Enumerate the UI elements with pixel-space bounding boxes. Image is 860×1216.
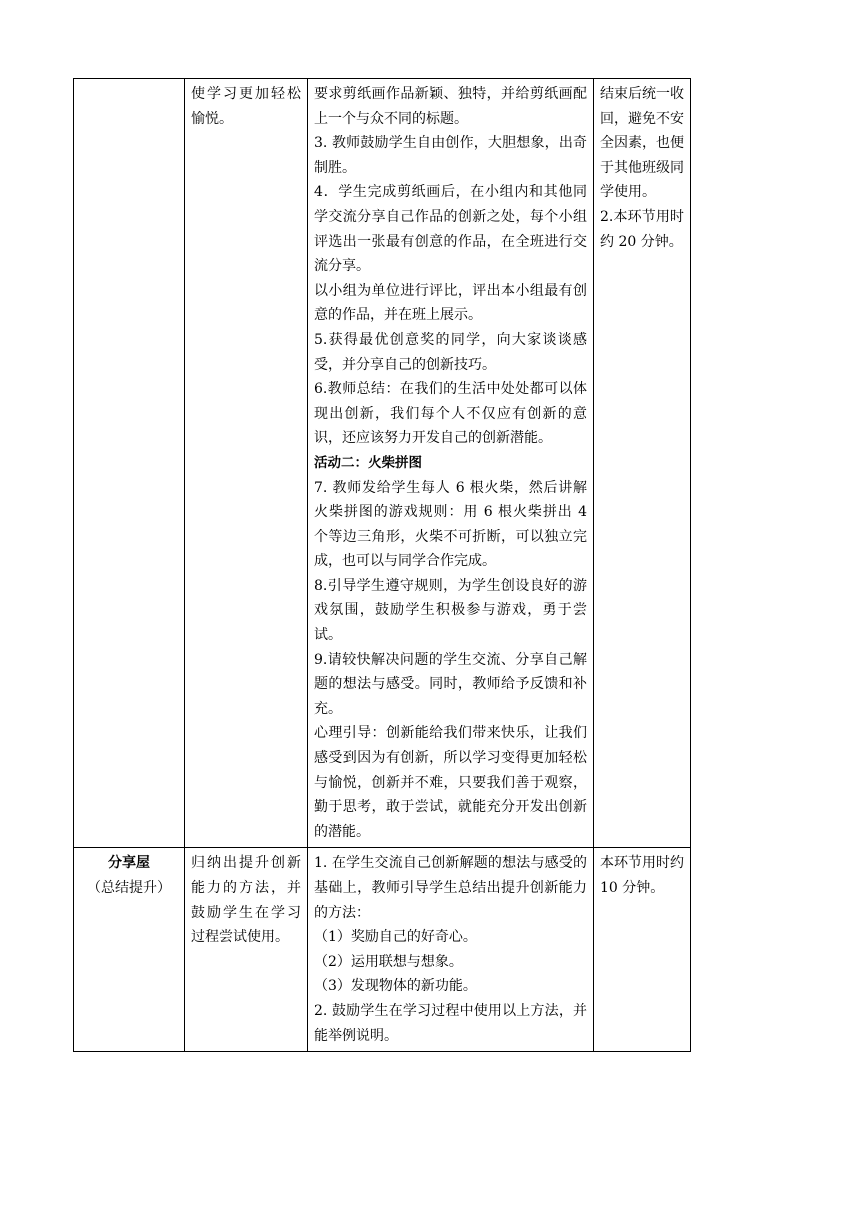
content-paragraph: 9.请较快解决问题的学生交流、分享自己解题的想法与感受。同时，教师给予反馈和补充。	[314, 651, 587, 717]
notes-cell	[594, 848, 691, 1052]
content-paragraph: 8.引导学生遵守规则，为学生创设良好的游戏氛围，鼓励学生积极参与游戏，勇于尝试。	[314, 577, 587, 644]
content-paragraph: 6.教师总结：在我们的生活中处处都可以体现出创新，我们每个人不仅应有创新的意识，还应该努力开发自己的创新潜能。	[314, 381, 587, 447]
content-paragraph: 心理引导：创新能给我们带来快乐，让我们感受到因为有创新，所以学习变得更加轻松与愉悦，创新并不难，只要我们善于观察，勤于思考，敢于尝试，就能充分开发出创新的潜能。	[314, 725, 587, 840]
notes-cell	[594, 79, 691, 848]
content-paragraph: 5.获得最优创意奖的同学，向大家谈谈感受，并分享自己的创新技巧。	[314, 331, 587, 373]
notes-text: 本环节用时约 10 分钟。	[600, 855, 684, 896]
content-paragraph: 4．学生完成剪纸画后，在小组内和其他同学交流分享自己作品的创新之处，每个小组评选出一张最有创意的作品，在全班进行交流分享。	[314, 184, 587, 275]
stage-subtitle: （总结提升）	[87, 880, 171, 896]
content-paragraph: 1. 在学生交流自己创新解题的想法与感受的基础上，教师引导学生总结出提升创新能力的方法：	[314, 855, 587, 921]
content-paragraph: （1）奖励自己的好奇心。	[314, 929, 477, 946]
stage-title: 分享屋	[108, 855, 150, 872]
notes-text: 结束后统一收回，避免不安全因素，也便于其他班级同学使用。	[600, 86, 684, 201]
content-cell	[308, 848, 594, 1052]
goal-cell	[185, 79, 308, 848]
content-paragraph: （3）发现物体的新功能。	[314, 978, 477, 995]
goal-text: 使学习更加轻松愉悦。	[191, 86, 301, 127]
content-cell	[308, 79, 594, 848]
content-paragraph: 要求剪纸画作品新颖、独特，并给剪纸画配上一个与众不同的标题。	[314, 86, 587, 127]
goal-cell	[185, 848, 308, 1052]
content-paragraph: 以小组为单位进行评比，评出本小组最有创意的作品，并在班上展示。	[314, 282, 587, 324]
stage-cell	[74, 848, 185, 1052]
stage-cell	[74, 79, 185, 848]
content-paragraph: （2）运用联想与想象。	[314, 953, 463, 970]
table-row	[74, 79, 691, 848]
content-paragraph: 2. 鼓励学生在学习过程中使用以上方法，并能举例说明。	[314, 1002, 587, 1044]
goal-text: 归纳出提升创新能力的方法，并鼓励学生在学习过程尝试使用。	[191, 855, 301, 946]
content-paragraph: 3. 教师鼓励学生自由创作，大胆想象，出奇制胜。	[314, 135, 587, 176]
notes-text: 2.本环节用时约 20 分钟。	[600, 208, 684, 250]
activity-heading: 活动二：火柴拼图	[314, 454, 422, 471]
content-paragraph: 7. 教师发给学生每人 6 根火柴，然后讲解火柴拼图的游戏规则：用 6 根火柴拼出 4 个等边三角形，火柴不可折断，可以独立完成，也可以与同学合作完成。	[314, 479, 587, 570]
lesson-plan-table	[73, 78, 691, 1052]
table-row	[74, 848, 691, 1052]
